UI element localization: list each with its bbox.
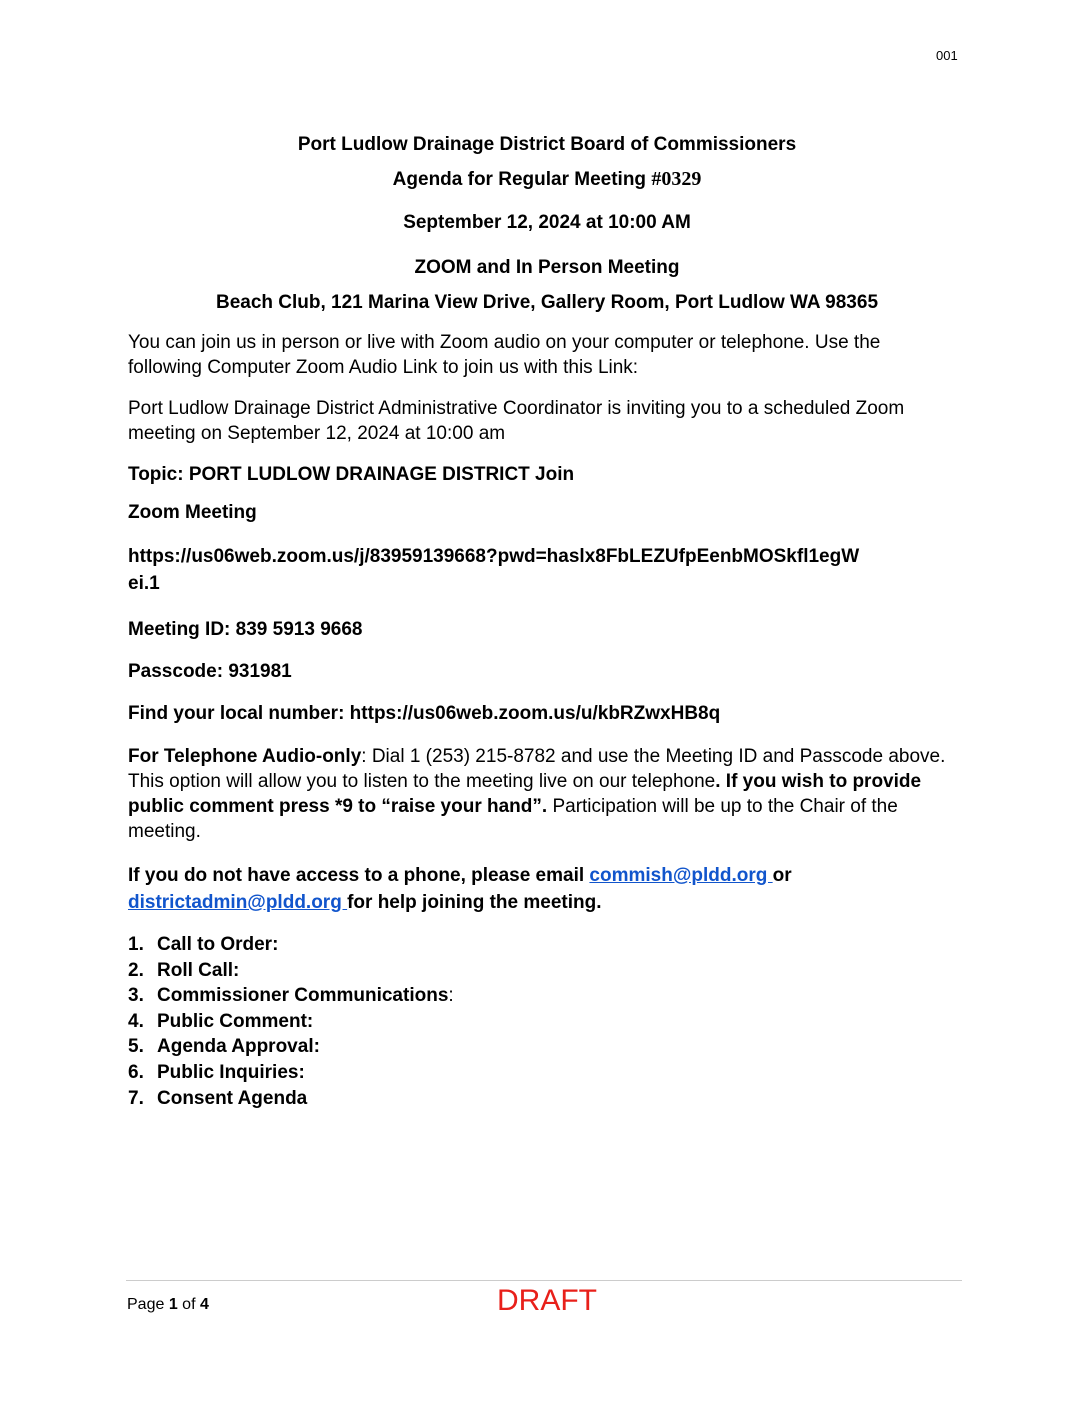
draft-watermark: DRAFT <box>497 1284 597 1317</box>
agenda-item-number: 1. <box>128 934 144 955</box>
telephone-label: For Telephone Audio-only <box>128 746 362 767</box>
page-total: 4 <box>199 1296 209 1313</box>
intro-paragraph: You can join us in person or live with Zoom audio on your computer or telephone. Use the following Computer Zoom Audio Link to join us with this Link: <box>128 332 881 378</box>
agenda-item-label: Commissioner Communications <box>157 985 449 1007</box>
agenda-item-number: 4. <box>128 1010 144 1032</box>
agenda-item-label: Consent Agenda <box>157 1087 308 1109</box>
agenda-item-label: Public Comment: <box>157 1010 314 1032</box>
access-paragraph <box>128 862 958 916</box>
raise-hand-instruction: . If you wish to provide public comment press *9 to “raise your hand”. <box>128 771 922 817</box>
agenda-item-suffix: : <box>448 985 454 1007</box>
agenda-item <box>128 1034 454 1060</box>
footer-page-indicator <box>127 1296 209 1314</box>
agenda-item-label: Roll Call: <box>157 959 240 981</box>
agenda-item <box>128 958 454 984</box>
zoom-url-line2[interactable]: ei.1 <box>128 573 160 594</box>
zoom-meeting-label: Zoom Meeting <box>128 502 257 523</box>
agenda-item <box>128 932 454 958</box>
access-text-3: for help joining the meeting. <box>347 892 602 913</box>
access-text-1: If you do not have access to a phone, please email <box>128 865 590 886</box>
agenda-heading <box>0 168 1088 191</box>
commish-email-link[interactable]: commish@pldd.org <box>589 865 773 886</box>
agenda-item <box>128 1009 454 1035</box>
local-number: Find your local number: https://us06web.zoom.us/u/kbRZwxHB8q <box>128 703 721 724</box>
meeting-type: ZOOM and In Person Meeting <box>414 257 680 278</box>
agenda-item-number: 6. <box>128 1061 144 1083</box>
passcode: Passcode: 931981 <box>128 661 292 682</box>
zoom-url[interactable] <box>128 543 958 597</box>
agenda-item <box>128 983 454 1009</box>
agenda-item <box>128 1060 454 1086</box>
page-word: Page <box>127 1296 169 1313</box>
districtadmin-email-link[interactable]: districtadmin@pldd.org <box>128 892 348 913</box>
agenda-item-number: 2. <box>128 959 144 981</box>
agenda-item-label: Call to Order: <box>157 934 279 955</box>
zoom-topic: Topic: PORT LUDLOW DRAINAGE DISTRICT Join <box>128 464 575 485</box>
agenda-item-label: Public Inquiries: <box>157 1061 305 1083</box>
zoom-url-line1[interactable]: https://us06web.zoom.us/j/83959139668?pwd=haslx8FbLEZUfpEenbMOSkfl1egW <box>128 546 860 567</box>
agenda-item-number: 7. <box>128 1087 144 1109</box>
agenda-item-number: 5. <box>128 1036 144 1058</box>
meeting-number: #0329 <box>651 168 702 190</box>
participation-note: Participation will be up to the Chair of the meeting. <box>128 796 898 842</box>
agenda-item <box>128 1086 454 1112</box>
agenda-label: Agenda for Regular Meeting <box>392 169 647 190</box>
footer-divider <box>126 1280 962 1281</box>
meeting-id: Meeting ID: 839 5913 9668 <box>128 619 363 640</box>
meeting-location: Beach Club, 121 Marina View Drive, Gallery Room, Port Ludlow WA 98365 <box>215 292 879 313</box>
page-marker: 001 <box>936 48 958 63</box>
meeting-date-time: September 12, 2024 at 10:00 AM <box>403 212 691 233</box>
agenda-item-label: Agenda Approval: <box>157 1036 320 1058</box>
invite-paragraph: Port Ludlow Drainage District Administrative Coordinator is inviting you to a scheduled Zoom meeting on September 12, 2024 at 10:00 am <box>128 398 905 444</box>
of-word: of <box>177 1296 200 1313</box>
document-title: Port Ludlow Drainage District Board of Commissioners <box>297 134 797 155</box>
page-current: 1 <box>168 1296 178 1313</box>
access-text-2: or <box>772 865 792 886</box>
telephone-paragraph <box>128 744 958 844</box>
agenda-item-number: 3. <box>128 985 144 1007</box>
agenda-list <box>128 932 454 1111</box>
telephone-text: : Dial 1 (253) 215-8782 and use the Meeting ID and Passcode above. This option will allow you to listen to the meeting live on our telephone <box>128 746 946 792</box>
